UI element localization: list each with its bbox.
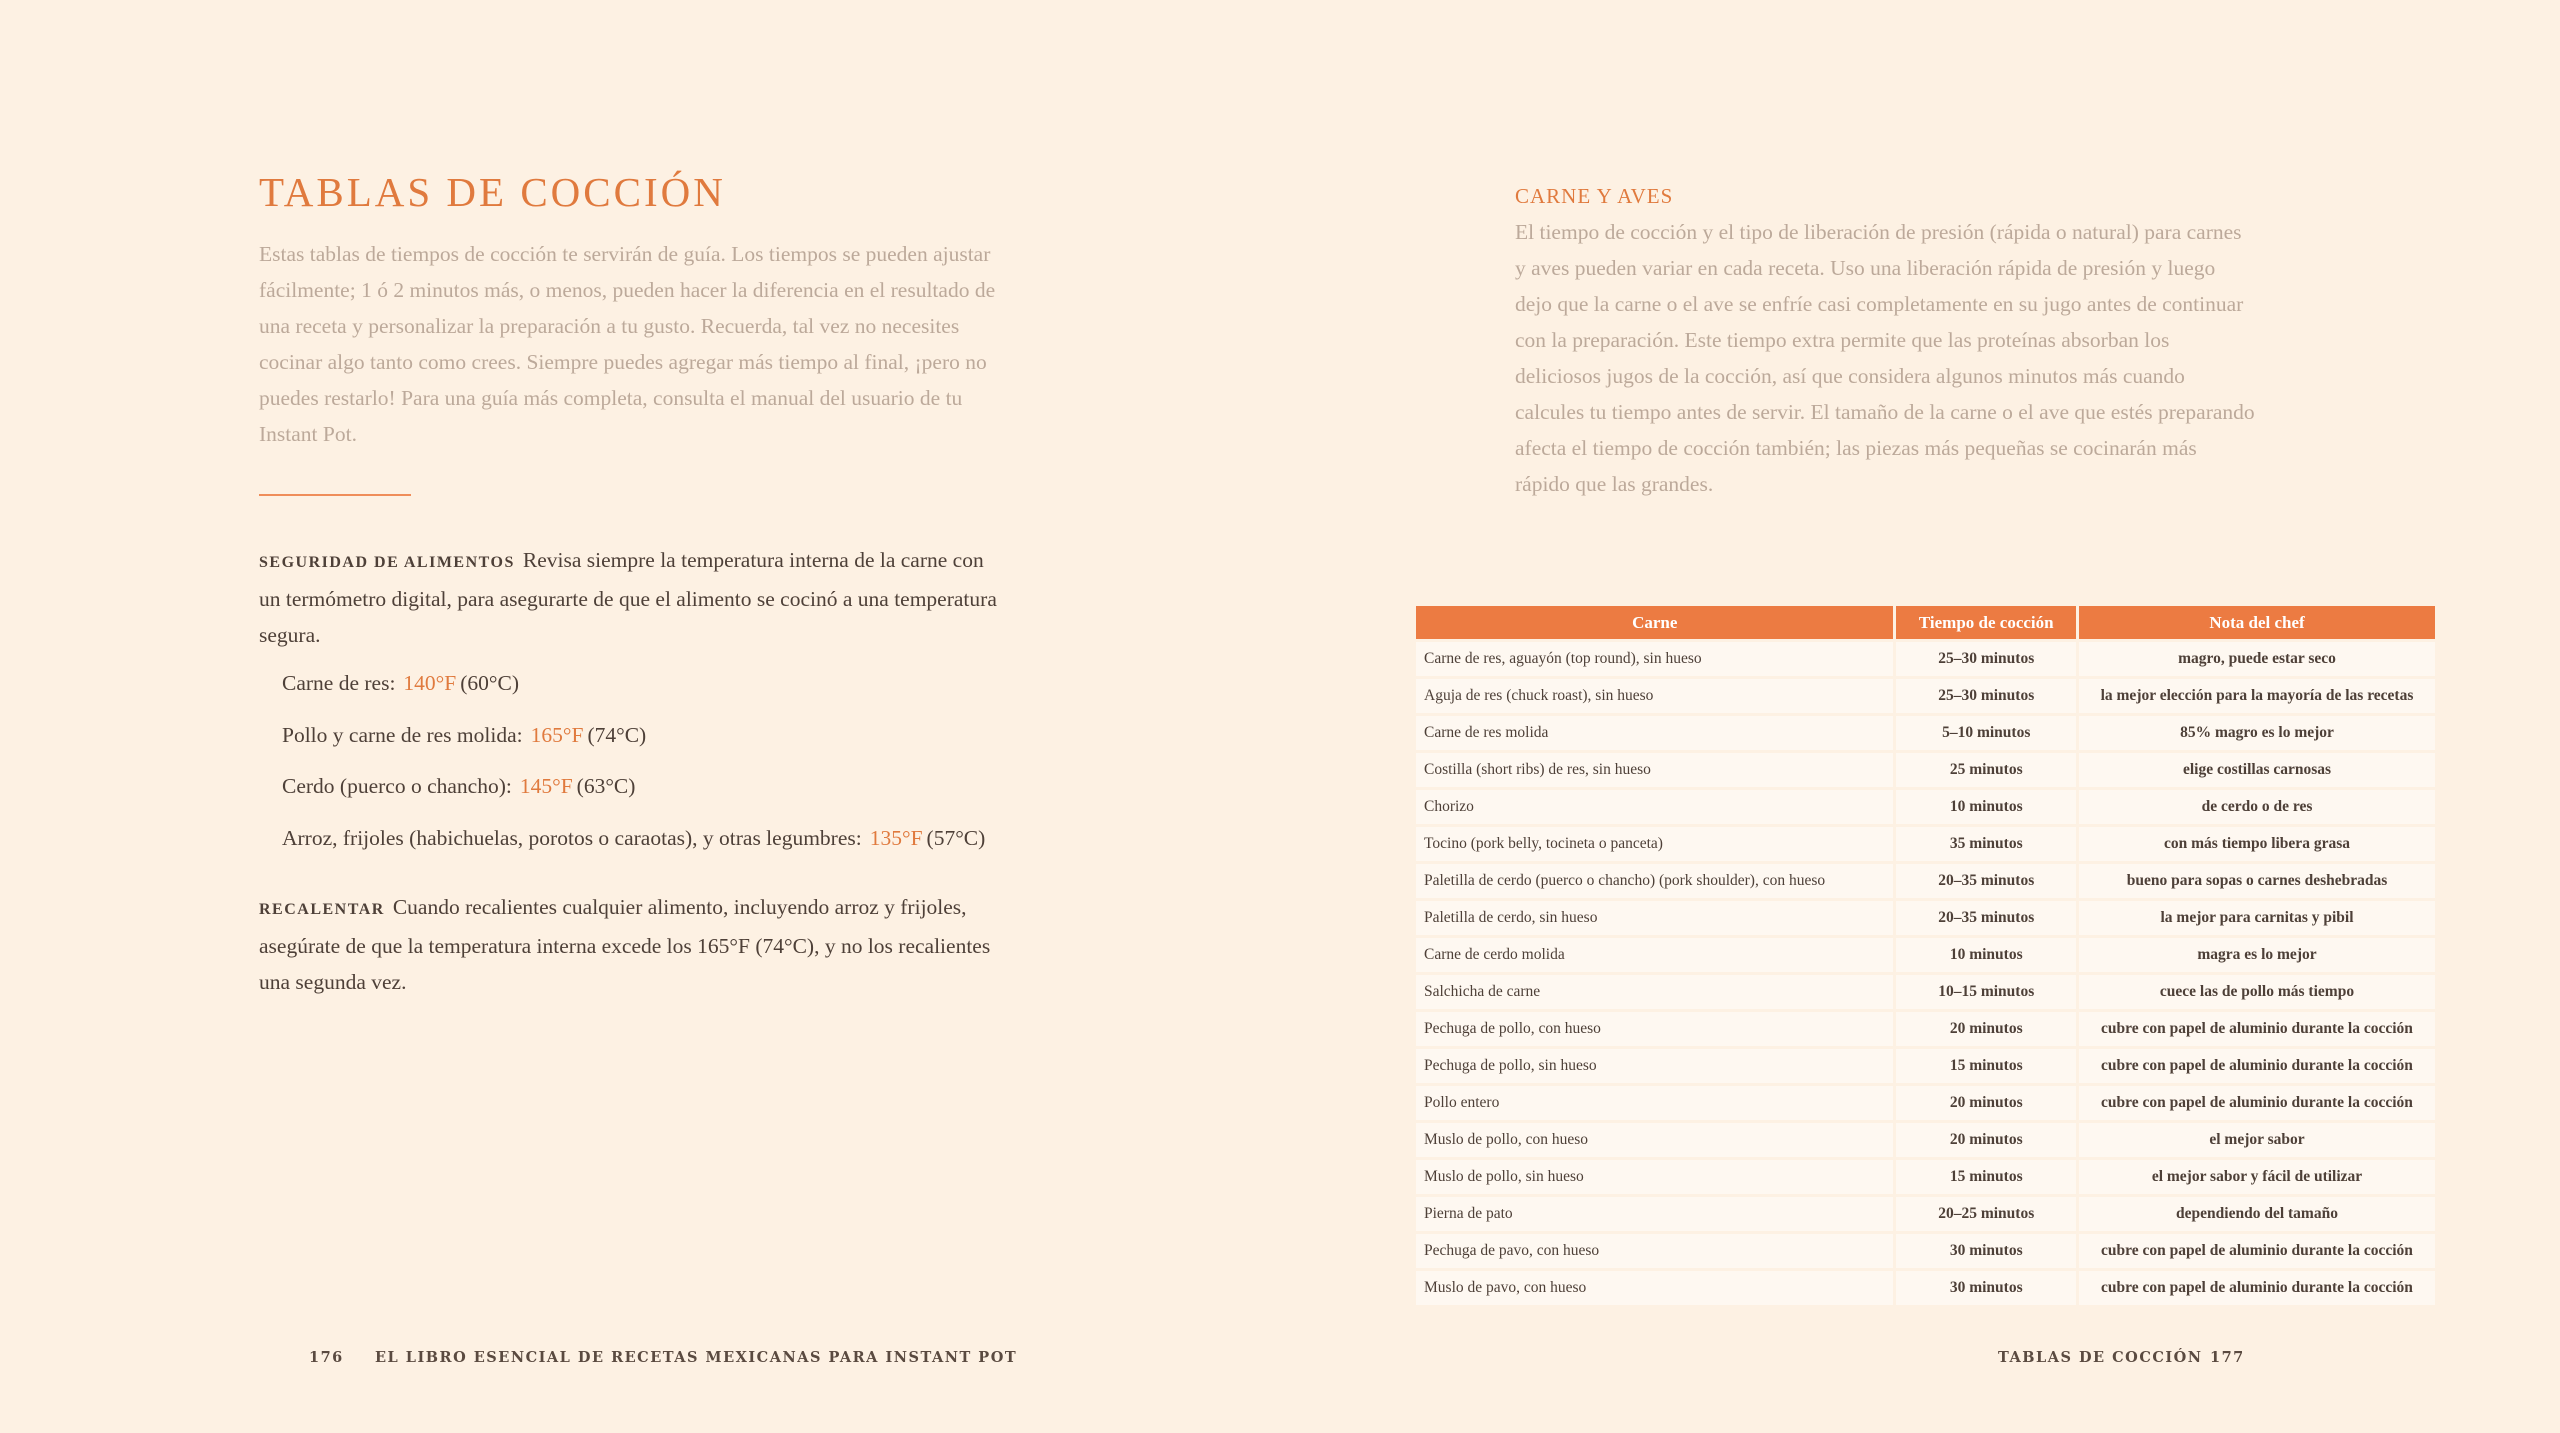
temperature-fahrenheit: 140°F — [403, 671, 457, 695]
temperature-celsius: (74°C) — [587, 722, 647, 747]
cell-cooking-time: 20 minutos — [1896, 1012, 2076, 1046]
cooking-times-table — [1413, 603, 2438, 1308]
cell-cooking-time: 20 minutos — [1896, 1086, 2076, 1120]
table-row — [1416, 938, 2435, 972]
table-row — [1416, 1271, 2435, 1305]
cell-cooking-time: 35 minutos — [1896, 827, 2076, 861]
cell-chef-note: de cerdo o de res — [2079, 790, 2435, 824]
cell-meat: Muslo de pollo, sin hueso — [1416, 1160, 1893, 1194]
temperature-celsius: (63°C) — [576, 774, 636, 798]
temperature-item: Pollo y carne de res molida: 165°F (74°C) — [282, 722, 647, 747]
cell-cooking-time: 5–10 minutos — [1896, 716, 2076, 750]
table-row — [1416, 1012, 2435, 1046]
table-row — [1416, 1049, 2435, 1083]
cell-chef-note: con más tiempo libera grasa — [2079, 827, 2435, 861]
cell-meat: Chorizo — [1416, 790, 1893, 824]
cell-chef-note: bueno para sopas o carnes deshebradas — [2079, 864, 2435, 898]
table-row — [1416, 716, 2435, 750]
meat-intro-paragraph: El tiempo de cocción y el tipo de liberación de presión (rápida o natural) para carnes y aves pueden variar en cada receta. Uso una liberación rápida de presión y luego dejo que la carne o el ave se enfríe casi completamente en su jugo antes de continuar con la preparación. Este tiempo extra permite que las proteínas absorban los deliciosos jugos de la cocción, así que considera algunos minutos más cuando calcules tu tiempo antes de servir. El tamaño de la carne o el ave que estés preparando afecta el tiempo de cocción también; las piezas más pequeñas se cocinarán más rápido que las grandes. — [1515, 220, 2255, 496]
cell-chef-note: 85% magro es lo mejor — [2079, 716, 2435, 750]
cell-meat: Muslo de pavo, con hueso — [1416, 1271, 1893, 1305]
table-body — [1416, 642, 2435, 1305]
temperature-list — [282, 665, 985, 871]
cell-meat: Paletilla de cerdo (puerco o chancho) (pork shoulder), con hueso — [1416, 864, 1893, 898]
table-row — [1416, 1123, 2435, 1157]
book-title-footer: EL LIBRO ESENCIAL DE RECETAS MEXICANAS PARA INSTANT POT — [375, 1349, 1018, 1366]
cell-cooking-time: 30 minutos — [1896, 1234, 2076, 1268]
cell-meat: Pechuga de pavo, con hueso — [1416, 1234, 1893, 1268]
cell-meat: Pechuga de pollo, con hueso — [1416, 1012, 1893, 1046]
cell-cooking-time: 15 minutos — [1896, 1049, 2076, 1083]
section-title-footer: TABLAS DE COCCIÓN — [1998, 1349, 2203, 1366]
cell-chef-note: cuece las de pollo más tiempo — [2079, 975, 2435, 1009]
column-header-time: Tiempo de cocción — [1896, 606, 2076, 639]
table-row — [1416, 679, 2435, 713]
reheat-text: Cuando recalientes cualquier alimento, incluyendo arroz y frijoles, asegúrate de que la temperatura interna excede los 165°F (74°C), y no los recalientes una segunda vez. — [259, 895, 991, 994]
table-header-row — [1416, 606, 2435, 639]
column-header-note: Nota del chef — [2079, 606, 2435, 639]
temperature-celsius: (60°C) — [460, 671, 519, 695]
temperature-fahrenheit: 135°F — [869, 825, 923, 850]
temperature-item: Carne de res: 140°F (60°C) — [282, 671, 519, 695]
table-row — [1416, 901, 2435, 935]
table-row — [1416, 827, 2435, 861]
temperature-item: Cerdo (puerco o chancho): 145°F (63°C) — [282, 774, 636, 798]
cell-chef-note: la mejor elección para la mayoría de las recetas — [2079, 679, 2435, 713]
table-row — [1416, 864, 2435, 898]
cell-meat: Carne de res molida — [1416, 716, 1893, 750]
table-row — [1416, 1234, 2435, 1268]
cell-chef-note: cubre con papel de aluminio durante la cocción — [2079, 1271, 2435, 1305]
cell-cooking-time: 20 minutos — [1896, 1123, 2076, 1157]
cell-chef-note: dependiendo del tamaño — [2079, 1197, 2435, 1231]
cell-cooking-time: 15 minutos — [1896, 1160, 2076, 1194]
page-title: TABLAS DE COCCIÓN — [259, 169, 726, 215]
cell-meat: Costilla (short ribs) de res, sin hueso — [1416, 753, 1893, 787]
cell-meat: Muslo de pollo, con hueso — [1416, 1123, 1893, 1157]
cell-meat: Carne de cerdo molida — [1416, 938, 1893, 972]
cell-cooking-time: 20–25 minutos — [1896, 1197, 2076, 1231]
cell-meat: Pierna de pato — [1416, 1197, 1893, 1231]
cell-chef-note: la mejor para carnitas y pibil — [2079, 901, 2435, 935]
cell-chef-note: cubre con papel de aluminio durante la cocción — [2079, 1234, 2435, 1268]
temperature-celsius: (57°C) — [926, 825, 986, 850]
cell-cooking-time: 20–35 minutos — [1896, 901, 2076, 935]
cell-meat: Salchicha de carne — [1416, 975, 1893, 1009]
cell-chef-note: el mejor sabor y fácil de utilizar — [2079, 1160, 2435, 1194]
cell-chef-note: cubre con papel de aluminio durante la cocción — [2079, 1049, 2435, 1083]
cell-cooking-time: 25–30 minutos — [1896, 642, 2076, 676]
temperature-fahrenheit: 145°F — [519, 774, 573, 798]
cell-cooking-time: 10 minutos — [1896, 790, 2076, 824]
cell-cooking-time: 25–30 minutos — [1896, 679, 2076, 713]
section-heading: CARNE Y AVES — [1515, 184, 1674, 208]
table-row — [1416, 1197, 2435, 1231]
food-safety-label: SEGURIDAD DE ALIMENTOS — [259, 554, 515, 571]
cell-chef-note: cubre con papel de aluminio durante la cocción — [2079, 1086, 2435, 1120]
reheat-label: RECALENTAR — [259, 901, 385, 918]
cell-meat: Tocino (pork belly, tocineta o panceta) — [1416, 827, 1893, 861]
temperature-item: Arroz, frijoles (habichuelas, porotos o caraotas), y otras legumbres: 135°F (57°C) — [282, 825, 986, 850]
cell-meat: Pollo entero — [1416, 1086, 1893, 1120]
cell-cooking-time: 20–35 minutos — [1896, 864, 2076, 898]
table-row — [1416, 1160, 2435, 1194]
temperature-fahrenheit: 165°F — [530, 722, 584, 747]
column-header-meat: Carne — [1416, 606, 1893, 639]
cell-chef-note: elige costillas carnosas — [2079, 753, 2435, 787]
food-safety-paragraph — [259, 542, 999, 653]
table-row — [1416, 753, 2435, 787]
cell-chef-note: cubre con papel de aluminio durante la cocción — [2079, 1012, 2435, 1046]
food-safety-text: Revisa siempre la temperatura interna de la carne con un termómetro digital, para asegurarte de que el alimento se cocinó a una temperatura segura. — [259, 548, 997, 647]
cell-cooking-time: 10–15 minutos — [1896, 975, 2076, 1009]
cell-meat: Pechuga de pollo, sin hueso — [1416, 1049, 1893, 1083]
cell-meat: Aguja de res (chuck roast), sin hueso — [1416, 679, 1893, 713]
cell-cooking-time: 30 minutos — [1896, 1271, 2076, 1305]
table-row — [1416, 642, 2435, 676]
page-number-right: 177 — [2210, 1349, 2245, 1366]
table-row — [1416, 790, 2435, 824]
reheat-paragraph — [259, 889, 999, 1000]
cell-cooking-time: 10 minutos — [1896, 938, 2076, 972]
section-divider — [259, 494, 411, 496]
cell-chef-note: magra es lo mejor — [2079, 938, 2435, 972]
table-row — [1416, 1086, 2435, 1120]
cell-meat: Carne de res, aguayón (top round), sin hueso — [1416, 642, 1893, 676]
table-row — [1416, 975, 2435, 1009]
cell-chef-note: magro, puede estar seco — [2079, 642, 2435, 676]
page-number-left: 176 — [309, 1349, 344, 1366]
cell-meat: Paletilla de cerdo, sin hueso — [1416, 901, 1893, 935]
cell-chef-note: el mejor sabor — [2079, 1123, 2435, 1157]
intro-paragraph: Estas tablas de tiempos de cocción te servirán de guía. Los tiempos se pueden ajustar fácilmente; 1 ó 2 minutos más, o menos, pueden hacer la diferencia en el resultado de una receta y personalizar la preparación a tu gusto. Recuerda, tal vez no necesites cocinar algo tanto como crees. Siempre puedes agregar más tiempo al final, ¡pero no puedes restarlo! Para una guía más completa, consulta el manual del usuario de tu Instant Pot. — [259, 242, 996, 446]
cell-cooking-time: 25 minutos — [1896, 753, 2076, 787]
